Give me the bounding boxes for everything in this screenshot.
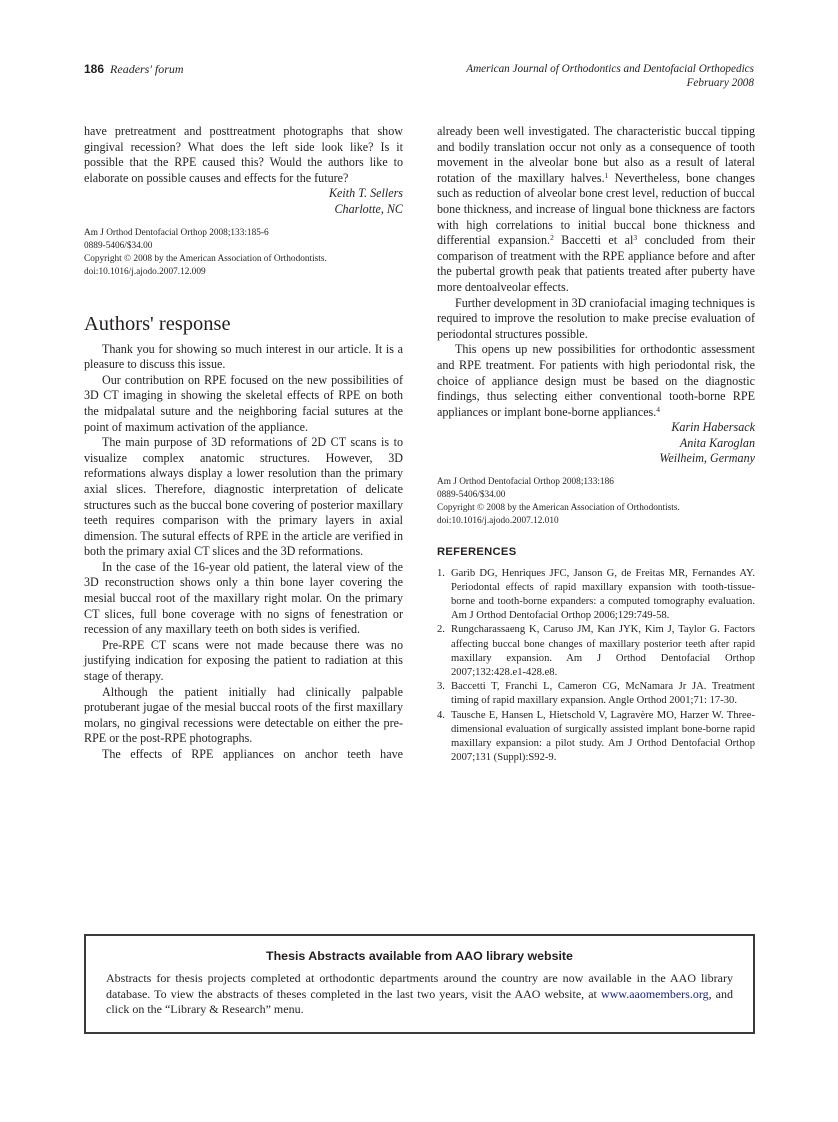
response-author: Anita Karoglan: [679, 435, 755, 450]
running-header-left: [84, 62, 184, 77]
section-name: Readers' forum: [110, 62, 184, 76]
paragraph: In the case of the 16-year old patient, the lateral view of the 3D reconstruction shows only a thin bone layer covering the mesial buccal root of the maxillary right molar. On the primary CT slices, full bone coverage with no signs of fenestration or recession of any maxillary teeth on both sides is verified.: [84, 559, 403, 637]
paragraph: The effects of RPE appliances on anchor teeth have: [102, 747, 403, 761]
page-number: 186: [84, 62, 105, 76]
right-column: [437, 124, 755, 766]
issn-line: 0889-5406/$34.00: [437, 490, 506, 501]
copyright-line: Copyright © 2008 by the American Association of Orthodontists.: [437, 503, 680, 514]
response-location: Weilheim, Germany: [659, 451, 755, 466]
paragraph: Further development in 3D craniofacial imaging techniques is required to improve the resolution to make precise evaluation of periodontal structures possible.: [437, 295, 755, 341]
citation-superscript[interactable]: 4: [656, 404, 661, 414]
letter-citation-meta: [84, 227, 403, 279]
citation-line: Am J Orthod Dentofacial Orthop 2008;133:185-6: [84, 227, 269, 238]
doi-line: doi:10.1016/j.ajodo.2007.12.009: [84, 266, 206, 277]
citation-superscript[interactable]: 3: [633, 233, 638, 243]
paragraph: Pre-RPE CT scans were not made because there was no justifying indication for exposing the patient to radiation at this stage of therapy.: [84, 637, 403, 684]
left-column: [84, 124, 403, 763]
notice-body: Abstracts for thesis projects completed at orthodontic departments around the country are now available in the AAO library database. To view the abstracts of theses completed in the last two years, visit the AAO website, at www.aaomembers.org, and click on the “Library & Research” menu.: [106, 971, 733, 1017]
letter-location: Charlotte, NC: [334, 201, 403, 216]
reference-item: 3. Baccetti T, Franchi L, Cameron CG, McNamara Jr JA. Treatment timing of rapid maxillary expansion. Angle Orthod 2001;71: 17-30.: [437, 681, 755, 707]
paragraph: Thank you for showing so much interest in our article. It is a pleasure to discuss this issue.: [84, 341, 403, 372]
citation-superscript[interactable]: 1: [604, 170, 609, 180]
letter-author: Keith T. Sellers: [328, 186, 403, 201]
reference-item: 1. Garib DG, Henriques JFC, Janson G, de Freitas MR, Fernandes AY. Periodontal effects of rapid maxillary expansion with tooth-tissue-borne and tooth-borne expanders: a computed tomography evaluation. Am J Orthod Dentofacial Orthop 2006;129:749-58.: [437, 567, 755, 622]
notice-box: [84, 934, 755, 1034]
paragraph: The main purpose of 3D reformations of 2D CT scans is to visualize complex anatomic structures. However, 3D reformations always display a lower resolution than the primary axial slices. Therefore, diagnostic interpretation of delicate structures such as the buccal bone covering of posterior maxillary teeth requires comparison with the primary layers in axial dimension. The sutural effects of RPE in the article are verified in both the primary axial CT slices and the 3D reformations.: [84, 435, 403, 559]
response-author: Karin Habersack: [671, 420, 755, 435]
citation-line: Am J Orthod Dentofacial Orthop 2008;133:186: [437, 477, 614, 488]
notice-title: Thesis Abstracts available from AAO library website: [266, 949, 573, 963]
aao-website-link[interactable]: www.aaomembers.org: [600, 986, 709, 1001]
references-heading: REFERENCES: [437, 546, 517, 559]
paragraph: Although the patient initially had clinically palpable protuberant jugae of the mesial buccal roots of the first maxillary molars, no gingival recessions were detectable on either the pre-RPE or the post-RPE photographs.: [84, 684, 403, 746]
running-header-right: [466, 62, 754, 90]
copyright-line: Copyright © 2008 by the American Association of Orthodontists.: [84, 253, 327, 264]
journal-name: American Journal of Orthodontics and Dentofacial Orthopedics: [466, 63, 754, 75]
reference-item: 4. Tausche E, Hansen L, Hietschold V, Lagravère MO, Harzer W. Three-dimensional evaluation of surgically assisted implant bone-borne rapid maxillary expansion: a pilot study. Am J Orthod Dentofacial Orthop 2007;131 (Suppl):S92-9.: [437, 709, 755, 764]
letter-text: have pretreatment and posttreatment photographs that show gingival recession? What does the left side look like? Is it possible that the RPE caused this? Would the authors like to elaborate on possible causes and effects for the future?: [84, 124, 403, 185]
paragraph: Our contribution on RPE focused on the new possibilities of 3D CT imaging in showing the skeletal effects of RPE on both the midpalatal suture and the neighboring facial sutures at the point of maximum activation of the appliance.: [84, 372, 403, 434]
references-list: [437, 567, 755, 766]
paragraph: already been well investigated. The characteristic buccal tipping and bodily translation occur not only as a consequence of tooth movement in the alveolar bone but also as a result of lateral rotation of the maxillary halves.$^1$ Nevertheless, bone changes such as reduction of alveolar bone crest level, reduction of buccal bone thickness, and increase of lingual bone thickness are factors with high correlations to initial buccal bone thickness and differential expansion.$^2$ Baccetti et $al^3$ concluded from their comparison of treatment with the RPE appliance before and after the pubertal growth peak that patients treated after puberty have more dentoalveolar effects.: [437, 124, 755, 294]
issue-date: February 2008: [686, 77, 754, 89]
paragraph: This opens up new possibilities for orthodontic assessment and RPE treatment. For patients with high periodontal risk, the choice of appliance design must be based on the diagnostic findings, thus selecting either conventional tooth-borne RPE appliances or implant bone-borne appliances.$^4$: [437, 342, 755, 419]
response-citation-meta: [437, 476, 755, 528]
citation-superscript[interactable]: 2: [550, 233, 554, 243]
issn-line: 0889-5406/$34.00: [84, 240, 153, 251]
section-heading: Authors' response: [84, 312, 231, 335]
doi-line: doi:10.1016/j.ajodo.2007.12.010: [437, 516, 559, 527]
reference-item: 2. Rungcharassaeng K, Caruso JM, Kan JYK, Kim J, Taylor G. Factors affecting buccal bone changes of maxillary posterior teeth after rapid maxillary expansion. Am J Orthod Dentofacial Orthop 2007;132:428.e1-428.e8.: [437, 624, 755, 679]
